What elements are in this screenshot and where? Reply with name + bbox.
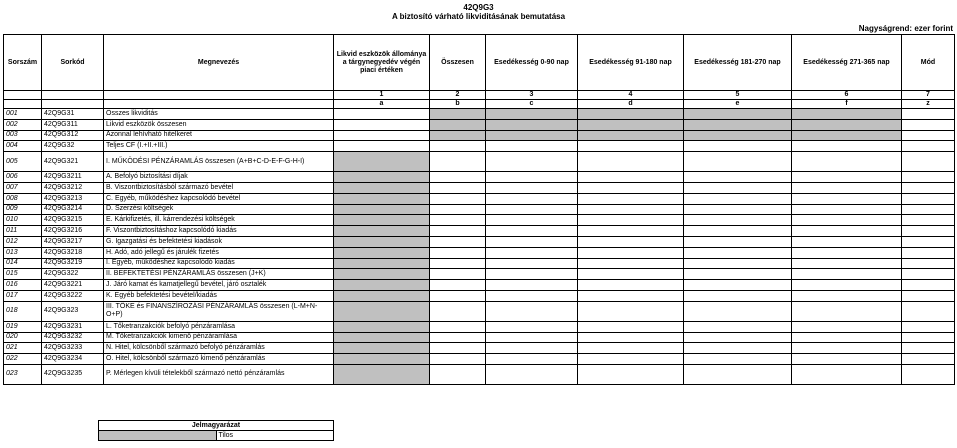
row-sorkod: 42Q9G3231 <box>42 321 104 332</box>
row-sorkod: 42Q9G3211 <box>42 172 104 183</box>
table-row <box>4 321 955 332</box>
value-cell[interactable] <box>486 204 578 215</box>
value-cell[interactable] <box>792 290 902 301</box>
value-cell <box>902 226 955 237</box>
value-cell <box>902 182 955 193</box>
col-header-91-180: Esedékesség 91-180 nap <box>578 35 684 91</box>
value-cell[interactable] <box>486 343 578 354</box>
row-sorszam: 019 <box>4 321 42 332</box>
value-cell <box>430 130 486 141</box>
value-cell[interactable] <box>578 290 684 301</box>
value-cell[interactable] <box>430 172 486 183</box>
value-cell <box>334 182 430 193</box>
row-sorkod: 42Q9G322 <box>42 269 104 280</box>
value-cell[interactable] <box>430 215 486 226</box>
value-cell[interactable] <box>430 182 486 193</box>
value-cell[interactable] <box>486 172 578 183</box>
value-cell[interactable] <box>684 215 792 226</box>
value-cell <box>334 258 430 269</box>
table-row <box>4 182 955 193</box>
value-cell[interactable] <box>486 141 578 152</box>
table-row <box>4 141 955 152</box>
value-cell <box>684 109 792 120</box>
row-sorkod: 42Q9G312 <box>42 130 104 141</box>
row-sorszam: 022 <box>4 354 42 365</box>
legend-tilos-label: Tilos <box>216 431 334 441</box>
value-cell[interactable] <box>430 226 486 237</box>
row-sorkod: 42Q9G3221 <box>42 280 104 291</box>
value-cell[interactable] <box>684 343 792 354</box>
value-cell[interactable] <box>792 182 902 193</box>
value-cell <box>902 290 955 301</box>
value-cell[interactable] <box>486 152 578 172</box>
value-cell[interactable] <box>684 172 792 183</box>
value-cell <box>334 290 430 301</box>
value-cell[interactable] <box>578 258 684 269</box>
value-cell[interactable] <box>684 321 792 332</box>
value-cell <box>684 130 792 141</box>
row-sorkod: 42Q9G3217 <box>42 236 104 247</box>
value-cell[interactable] <box>486 215 578 226</box>
value-cell[interactable] <box>792 204 902 215</box>
value-cell[interactable] <box>430 280 486 291</box>
row-megnevezes: Likvid eszközök összesen <box>104 119 334 130</box>
value-cell <box>334 172 430 183</box>
value-cell <box>902 236 955 247</box>
value-cell[interactable] <box>792 280 902 291</box>
row-megnevezes: H. Adó, adó jellegű és járulék fizetés <box>104 247 334 258</box>
value-cell <box>334 321 430 332</box>
row-sorszam: 011 <box>4 226 42 237</box>
row-sorszam: 017 <box>4 290 42 301</box>
value-cell[interactable] <box>334 109 430 120</box>
value-cell[interactable] <box>430 247 486 258</box>
value-cell[interactable] <box>792 247 902 258</box>
value-cell <box>334 215 430 226</box>
value-cell <box>578 119 684 130</box>
value-cell <box>334 332 430 343</box>
value-cell <box>334 354 430 365</box>
col-number: 1 <box>334 91 430 100</box>
col-header-likvid: Likvid eszközök állománya a tárgynegyedév végén piaci értéken <box>334 35 430 91</box>
table-row <box>4 193 955 204</box>
row-megnevezes: I. Egyéb, működéshez kapcsolódó kiadás <box>104 258 334 269</box>
value-cell[interactable] <box>430 301 486 321</box>
value-cell <box>792 130 902 141</box>
value-cell <box>902 204 955 215</box>
value-cell[interactable] <box>334 119 430 130</box>
row-megnevezes: L. Tőketranzakciók befolyó pénzáramlása <box>104 321 334 332</box>
value-cell[interactable] <box>792 152 902 172</box>
value-cell[interactable] <box>792 332 902 343</box>
value-cell[interactable] <box>578 141 684 152</box>
row-megnevezes: Teljes CF (I.+II.+III.) <box>104 141 334 152</box>
value-cell <box>902 301 955 321</box>
row-sorszam: 014 <box>4 258 42 269</box>
row-sorszam: 023 <box>4 364 42 384</box>
col-letter: d <box>578 100 684 109</box>
value-cell[interactable] <box>486 193 578 204</box>
row-megnevezes: O. Hitel, kölcsönből származó kimenő pénzáramlás <box>104 354 334 365</box>
value-cell <box>430 119 486 130</box>
value-cell <box>334 301 430 321</box>
row-sorszam: 005 <box>4 152 42 172</box>
value-cell[interactable] <box>430 258 486 269</box>
value-cell[interactable] <box>684 269 792 280</box>
unit-label: Nagyságrend: ezer forint <box>858 24 953 33</box>
value-cell[interactable] <box>684 236 792 247</box>
row-sorkod: 42Q9G3216 <box>42 226 104 237</box>
value-cell[interactable] <box>430 152 486 172</box>
col-letter: z <box>902 100 955 109</box>
col-number: 6 <box>792 91 902 100</box>
value-cell[interactable] <box>684 152 792 172</box>
row-megnevezes: II. BEFEKTETÉSI PÉNZÁRAMLÁS összesen (J+K) <box>104 269 334 280</box>
value-cell[interactable] <box>684 204 792 215</box>
table-row <box>4 269 955 280</box>
value-cell[interactable] <box>486 269 578 280</box>
liquidity-table <box>3 34 955 385</box>
value-cell[interactable] <box>792 193 902 204</box>
value-cell <box>334 226 430 237</box>
value-cell <box>902 172 955 183</box>
row-sorszam: 007 <box>4 182 42 193</box>
value-cell <box>902 141 955 152</box>
value-cell[interactable] <box>792 215 902 226</box>
row-megnevezes: M. Tőketranzakciók kimenő pénzáramlása <box>104 332 334 343</box>
value-cell <box>684 119 792 130</box>
value-cell <box>334 247 430 258</box>
value-cell[interactable] <box>578 152 684 172</box>
row-megnevezes: N. Hitel, kölcsönből származó befolyó pénzáramlás <box>104 343 334 354</box>
value-cell[interactable] <box>430 269 486 280</box>
value-cell[interactable] <box>578 247 684 258</box>
row-sorszam: 012 <box>4 236 42 247</box>
row-megnevezes: F. Viszontbiztosításhoz kapcsolódó kiadás <box>104 226 334 237</box>
col-header-sorszam: Sorszám <box>4 35 42 91</box>
value-cell[interactable] <box>684 182 792 193</box>
row-sorszam: 009 <box>4 204 42 215</box>
row-megnevezes: B. Viszontbiztosításból származó bevétel <box>104 182 334 193</box>
value-cell[interactable] <box>684 332 792 343</box>
value-cell <box>430 109 486 120</box>
value-cell <box>578 109 684 120</box>
value-cell[interactable] <box>578 332 684 343</box>
value-cell <box>902 193 955 204</box>
value-cell[interactable] <box>792 258 902 269</box>
header-row <box>4 35 955 91</box>
value-cell[interactable] <box>578 193 684 204</box>
value-cell[interactable] <box>578 343 684 354</box>
row-megnevezes: P. Mérlegen kívüli tételekből származó nettó pénzáramlás <box>104 364 334 384</box>
row-sorkod: 42Q9G3232 <box>42 332 104 343</box>
table-row <box>4 119 955 130</box>
row-sorkod: 42Q9G3213 <box>42 193 104 204</box>
row-sorszam: 018 <box>4 301 42 321</box>
table-row <box>4 152 955 172</box>
value-cell <box>334 204 430 215</box>
row-sorszam: 013 <box>4 247 42 258</box>
row-sorkod: 42Q9G3234 <box>42 354 104 365</box>
value-cell[interactable] <box>578 215 684 226</box>
value-cell <box>334 269 430 280</box>
row-sorszam: 002 <box>4 119 42 130</box>
row-megnevezes: III. TŐKE és FINANSZÍROZÁSI PÉNZÁRAMLÁS összesen (L-M+N-O+P) <box>104 301 334 321</box>
value-cell[interactable] <box>578 364 684 384</box>
column-letter-row <box>4 100 955 109</box>
value-cell <box>902 343 955 354</box>
row-sorkod: 42Q9G3219 <box>42 258 104 269</box>
row-sorszam: 003 <box>4 130 42 141</box>
col-letter: c <box>486 100 578 109</box>
table-row <box>4 204 955 215</box>
value-cell <box>902 258 955 269</box>
value-cell[interactable] <box>486 247 578 258</box>
value-cell <box>902 215 955 226</box>
value-cell[interactable] <box>430 236 486 247</box>
value-cell[interactable] <box>792 269 902 280</box>
value-cell[interactable] <box>334 130 430 141</box>
table-row <box>4 215 955 226</box>
value-cell[interactable] <box>792 364 902 384</box>
row-sorkod: 42Q9G3218 <box>42 247 104 258</box>
value-cell <box>486 119 578 130</box>
value-cell[interactable] <box>684 247 792 258</box>
value-cell <box>486 109 578 120</box>
row-sorkod: 42Q9G3233 <box>42 343 104 354</box>
value-cell <box>334 193 430 204</box>
col-header-181-270: Esedékesség 181-270 nap <box>684 35 792 91</box>
col-letter: b <box>430 100 486 109</box>
value-cell[interactable] <box>486 226 578 237</box>
value-cell[interactable] <box>430 364 486 384</box>
table-row <box>4 258 955 269</box>
table-row <box>4 280 955 291</box>
row-sorkod: 42Q9G311 <box>42 119 104 130</box>
form-code: 42Q9G3 <box>463 3 494 12</box>
row-sorkod: 42Q9G3222 <box>42 290 104 301</box>
row-sorkod: 42Q9G31 <box>42 109 104 120</box>
value-cell[interactable] <box>578 269 684 280</box>
legend-title: Jelmagyarázat <box>99 421 334 431</box>
value-cell <box>902 119 955 130</box>
col-letter: a <box>334 100 430 109</box>
col-number: 2 <box>430 91 486 100</box>
row-sorszam: 015 <box>4 269 42 280</box>
value-cell[interactable] <box>578 354 684 365</box>
row-sorkod: 42Q9G323 <box>42 301 104 321</box>
value-cell <box>578 130 684 141</box>
row-sorkod: 42Q9G3214 <box>42 204 104 215</box>
value-cell[interactable] <box>684 258 792 269</box>
col-number: 5 <box>684 91 792 100</box>
value-cell[interactable] <box>684 301 792 321</box>
table-row <box>4 130 955 141</box>
value-cell <box>334 152 430 172</box>
row-sorkod: 42Q9G321 <box>42 152 104 172</box>
value-cell[interactable] <box>792 226 902 237</box>
value-cell[interactable] <box>430 343 486 354</box>
value-cell[interactable] <box>684 290 792 301</box>
row-megnevezes: Azonnal lehívható hitelkeret <box>104 130 334 141</box>
value-cell <box>792 119 902 130</box>
value-cell[interactable] <box>792 236 902 247</box>
table-row <box>4 354 955 365</box>
table-row <box>4 332 955 343</box>
value-cell[interactable] <box>684 226 792 237</box>
row-megnevezes: K. Egyéb befektetési bevétel/kiadás <box>104 290 334 301</box>
value-cell[interactable] <box>486 301 578 321</box>
value-cell[interactable] <box>792 354 902 365</box>
value-cell[interactable] <box>684 193 792 204</box>
value-cell <box>902 332 955 343</box>
table-row <box>4 301 955 321</box>
value-cell <box>902 354 955 365</box>
col-header-271-365: Esedékesség 271-365 nap <box>792 35 902 91</box>
row-sorkod: 42Q9G3212 <box>42 182 104 193</box>
value-cell[interactable] <box>430 354 486 365</box>
value-cell[interactable] <box>578 226 684 237</box>
value-cell <box>902 269 955 280</box>
legend-table <box>98 420 334 441</box>
value-cell[interactable] <box>578 280 684 291</box>
row-sorszam: 021 <box>4 343 42 354</box>
value-cell[interactable] <box>486 332 578 343</box>
row-sorszam: 016 <box>4 280 42 291</box>
col-letter: f <box>792 100 902 109</box>
row-sorszam: 004 <box>4 141 42 152</box>
value-cell <box>902 130 955 141</box>
value-cell <box>902 280 955 291</box>
col-number: 7 <box>902 91 955 100</box>
row-megnevezes: J. Járó kamat és kamatjellegű bevétel, járó osztalék <box>104 280 334 291</box>
value-cell[interactable] <box>684 364 792 384</box>
value-cell[interactable] <box>486 290 578 301</box>
col-letter: e <box>684 100 792 109</box>
col-header-megnevezes: Megnevezés <box>104 35 334 91</box>
value-cell[interactable] <box>792 301 902 321</box>
value-cell <box>902 109 955 120</box>
col-header-sorkod: Sorkód <box>42 35 104 91</box>
value-cell <box>902 364 955 384</box>
legend-tilos-swatch <box>99 431 217 441</box>
value-cell <box>902 152 955 172</box>
table-row <box>4 109 955 120</box>
value-cell <box>334 280 430 291</box>
value-cell[interactable] <box>684 141 792 152</box>
value-cell <box>334 236 430 247</box>
value-cell <box>792 109 902 120</box>
row-sorszam: 001 <box>4 109 42 120</box>
value-cell[interactable] <box>486 354 578 365</box>
row-sorszam: 010 <box>4 215 42 226</box>
value-cell[interactable] <box>578 236 684 247</box>
row-megnevezes: A. Befolyó biztosítási díjak <box>104 172 334 183</box>
form-title: A biztosító várható likviditásának bemutatása <box>391 12 566 21</box>
value-cell[interactable] <box>578 321 684 332</box>
table-row <box>4 290 955 301</box>
row-megnevezes: C. Egyéb, működéshez kapcsolódó bevétel <box>104 193 334 204</box>
value-cell[interactable] <box>792 172 902 183</box>
row-megnevezes: Összes likviditás <box>104 109 334 120</box>
value-cell[interactable] <box>684 280 792 291</box>
col-header-mod: Mód <box>902 35 955 91</box>
value-cell <box>334 343 430 354</box>
row-sorszam: 006 <box>4 172 42 183</box>
row-sorszam: 008 <box>4 193 42 204</box>
row-sorkod: 42Q9G3235 <box>42 364 104 384</box>
row-sorszam: 020 <box>4 332 42 343</box>
value-cell[interactable] <box>486 321 578 332</box>
row-megnevezes: I. MŰKÖDÉSI PÉNZÁRAMLÁS összesen (A+B+C-D-E-F-G-H-I) <box>104 152 334 172</box>
col-number: 4 <box>578 91 684 100</box>
value-cell[interactable] <box>430 290 486 301</box>
value-cell[interactable] <box>792 141 902 152</box>
table-row <box>4 236 955 247</box>
value-cell[interactable] <box>578 301 684 321</box>
value-cell[interactable] <box>578 182 684 193</box>
value-cell[interactable] <box>578 172 684 183</box>
col-header-0-90: Esedékesség 0-90 nap <box>486 35 578 91</box>
row-megnevezes: E. Kárkifizetés, ill. kárrendezési költségek <box>104 215 334 226</box>
value-cell[interactable] <box>684 354 792 365</box>
value-cell[interactable] <box>486 280 578 291</box>
value-cell[interactable] <box>430 141 486 152</box>
row-megnevezes: G. Igazgatási és befektetési kiadások <box>104 236 334 247</box>
row-sorkod: 42Q9G32 <box>42 141 104 152</box>
col-header-osszesen: Összesen <box>430 35 486 91</box>
table-row <box>4 247 955 258</box>
row-sorkod: 42Q9G3215 <box>42 215 104 226</box>
value-cell[interactable] <box>334 141 430 152</box>
value-cell <box>902 321 955 332</box>
value-cell[interactable] <box>430 321 486 332</box>
table-row <box>4 226 955 237</box>
value-cell <box>902 247 955 258</box>
value-cell[interactable] <box>430 193 486 204</box>
value-cell[interactable] <box>486 258 578 269</box>
table-row <box>4 172 955 183</box>
value-cell <box>334 364 430 384</box>
table-row <box>4 364 955 384</box>
value-cell[interactable] <box>486 182 578 193</box>
value-cell[interactable] <box>430 204 486 215</box>
table-row <box>4 343 955 354</box>
value-cell[interactable] <box>430 332 486 343</box>
value-cell[interactable] <box>792 321 902 332</box>
value-cell[interactable] <box>578 204 684 215</box>
value-cell[interactable] <box>792 343 902 354</box>
row-megnevezes: D. Szerzési költségek <box>104 204 334 215</box>
value-cell[interactable] <box>486 364 578 384</box>
value-cell <box>486 130 578 141</box>
value-cell[interactable] <box>486 236 578 247</box>
col-number: 3 <box>486 91 578 100</box>
column-number-row <box>4 91 955 100</box>
